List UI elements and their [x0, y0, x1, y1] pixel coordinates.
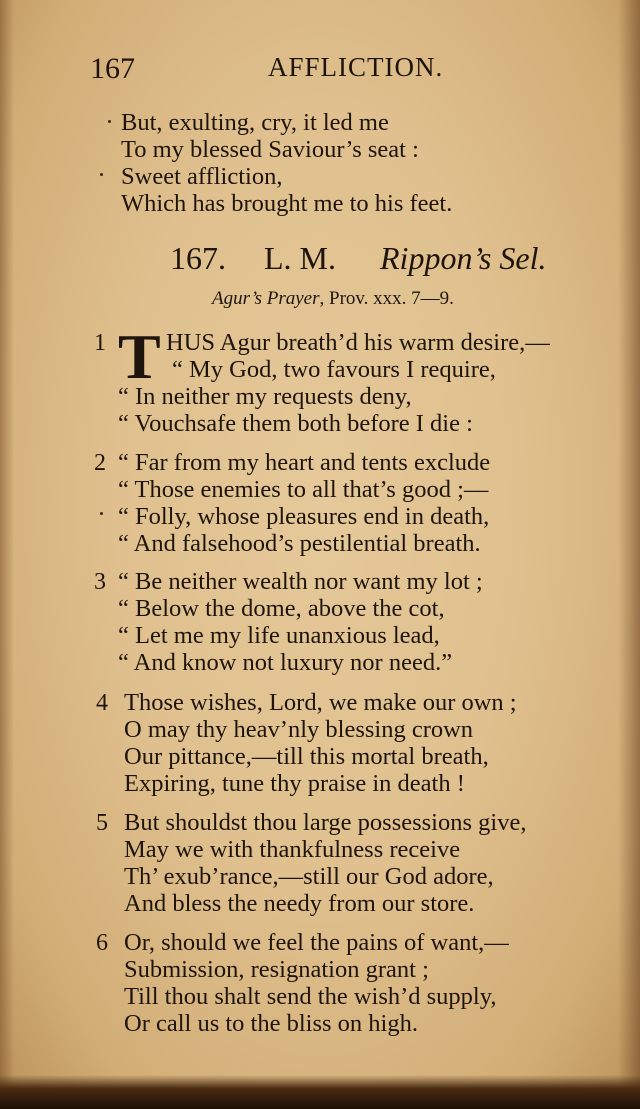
verse-line: Submission, resignation grant ;	[124, 956, 429, 983]
ink-speck	[100, 512, 103, 515]
verse-line: Those wishes, Lord, we make our own ;	[124, 689, 517, 716]
running-head: AFFLICTION.	[268, 52, 444, 82]
stanza-number: 5	[96, 810, 108, 836]
stanza-number: 3	[94, 569, 106, 595]
hymn-subtitle-title: Agur’s Prayer	[212, 288, 320, 309]
drop-cap: T	[118, 321, 161, 392]
verse-line: “ Vouchsafe them both before I die :	[118, 410, 473, 437]
verse-line: “ Folly, whose pleasures end in death,	[118, 503, 490, 530]
verse-line: “ Below the dome, above the cot,	[118, 595, 445, 622]
page-edge-right-shadow	[618, 0, 640, 1109]
continuation-line: To my blessed Saviour’s seat :	[121, 136, 419, 163]
stanza-number: 1	[94, 330, 106, 356]
verse-line: Till thou shalt send the wish’d supply,	[124, 983, 497, 1010]
hymn-subtitle	[212, 288, 454, 310]
hymn-subtitle-reference: , Prov. xxx. 7—9.	[319, 288, 454, 309]
verse-line: Or, should we feel the pains of want,—	[124, 929, 509, 956]
verse-line: And bless the needy from our store.	[124, 890, 475, 917]
page-edge-left-shadow	[0, 0, 14, 1109]
verse-line: “ Far from my heart and tents exclude	[118, 449, 491, 476]
verse-line: Or call us to the bliss on high.	[124, 1010, 418, 1037]
verse-line: O may thy heav’nly blessing crown	[124, 716, 474, 743]
hymn-meter: L. M.	[264, 240, 336, 276]
verse-line: “ Be neither wealth nor want my lot ;	[118, 568, 483, 595]
verse-line: Our pittance,—till this mortal breath,	[124, 743, 489, 770]
ink-speck	[100, 173, 103, 176]
page-edge-bottom-shadow	[0, 1075, 640, 1109]
hymn-tune-source: Rippon’s Sel.	[380, 240, 547, 276]
verse-line: May we with thankfulness receive	[124, 836, 461, 863]
stanza-number: 2	[94, 450, 106, 476]
continuation-line: Which has brought me to his feet.	[121, 190, 453, 217]
continuation-line: Sweet affliction,	[121, 163, 283, 190]
verse-line: “ My God, two favours I require,	[172, 356, 496, 383]
verse-line: “ And falsehood’s pestilential breath.	[118, 530, 481, 557]
verse-line: “ And know not luxury nor need.”	[118, 649, 453, 676]
verse-line: HUS Agur breath’d his warm desire,—	[166, 329, 550, 356]
page-number: 167	[90, 52, 135, 85]
stanza-number: 4	[96, 690, 108, 716]
verse-line: “ Those enemies to all that’s good ;—	[118, 476, 489, 503]
verse-line: Expiring, tune thy praise in death !	[124, 770, 465, 797]
verse-line: “ Let me my life unanxious lead,	[118, 622, 440, 649]
ink-speck	[108, 120, 111, 123]
continuation-line: But, exulting, cry, it led me	[121, 109, 389, 136]
stanza-number: 6	[96, 930, 108, 956]
verse-line: “ In neither my requests deny,	[118, 383, 412, 410]
hymn-number: 167.	[170, 240, 226, 276]
verse-line: But shouldst thou large possessions give,	[124, 809, 527, 836]
verse-line: Th’ exub’rance,—still our God adore,	[124, 863, 494, 890]
